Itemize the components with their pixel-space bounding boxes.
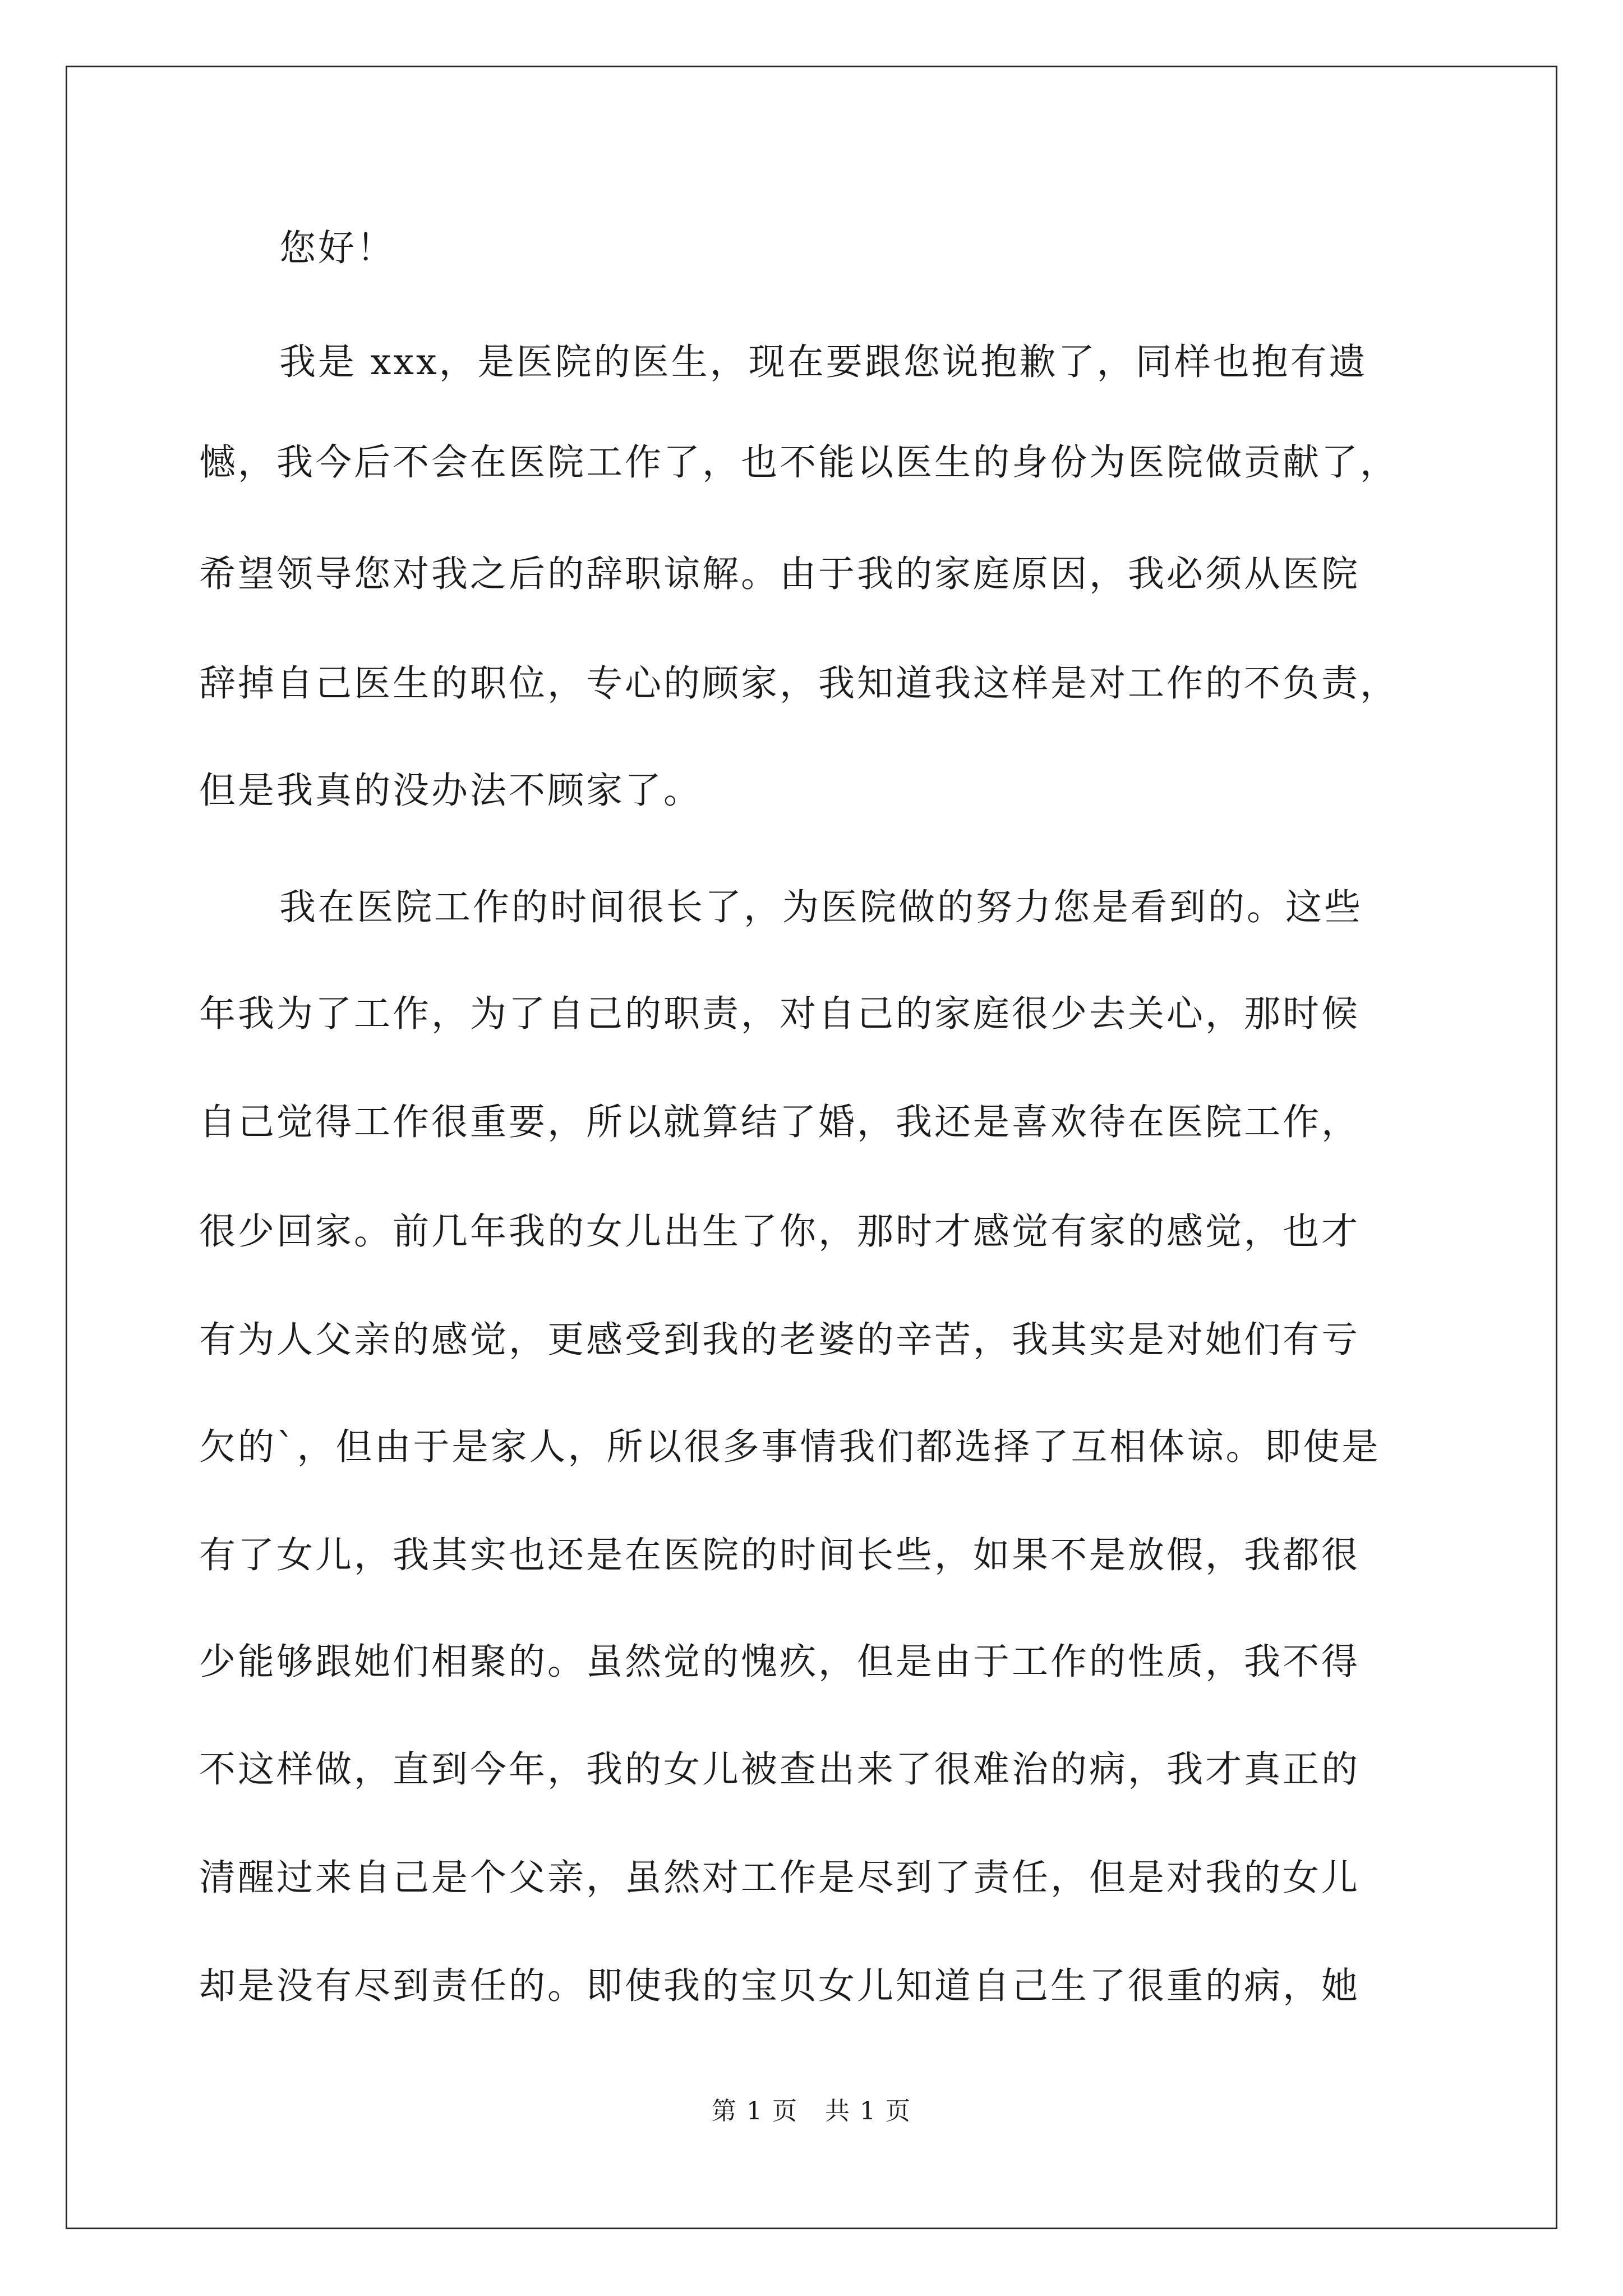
paragraph-2-line: 不这样做，直到今年，我的女儿被查出来了很难治的病，我才真正的 — [199, 1749, 1361, 1791]
paragraph-1-line: 希望领导您对我之后的辞职谅解。由于我的家庭原因，我必须从医院 — [199, 553, 1361, 595]
paragraph-2-line: 有为人父亲的感觉，更感受到我的老婆的辛苦，我其实是对她们有亏 — [199, 1319, 1361, 1361]
paragraph-2-line: 却是没有尽到责任的。即使我的宝贝女儿知道自己生了很重的病，她 — [199, 1965, 1361, 2007]
paragraph-2-line: 很少回家。前几年我的女儿出生了你，那时才感觉有家的感觉，也才 — [199, 1211, 1361, 1253]
paragraph-2-line: 年我为了工作，为了自己的职责，对自己的家庭很少去关心，那时候 — [199, 993, 1361, 1035]
paragraph-2-line: 我在医院工作的时间很长了，为医院做的努力您是看到的。这些 — [279, 886, 1363, 928]
paragraph-1-line: 我是 xxx，是医院的医生，现在要跟您说抱歉了，同样也抱有遗 — [279, 341, 1368, 383]
paragraph-2-line: 少能够跟她们相聚的。虽然觉的愧疚，但是由于工作的性质，我不得 — [199, 1641, 1361, 1683]
page-number-footer: 第 1 页 共 1 页 — [712, 2097, 911, 2125]
paragraph-1-line: 憾，我今后不会在医院工作了，也不能以医生的身份为医院做贡献了， — [199, 441, 1399, 484]
paragraph-2-line: 清醒过来自己是个父亲，虽然对工作是尽到了责任，但是对我的女儿 — [199, 1857, 1361, 1899]
salutation: 您好！ — [279, 227, 396, 269]
paragraph-2-line: 自己觉得工作很重要，所以就算结了婚，我还是喜欢待在医院工作， — [199, 1101, 1361, 1143]
paragraph-1-line: 辞掉自己医生的职位，专心的顾家，我知道我这样是对工作的不负责， — [199, 662, 1399, 705]
paragraph-2-line: 有了女儿，我其实也还是在医院的时间长些，如果不是放假，我都很 — [199, 1534, 1361, 1576]
page-border — [66, 66, 1557, 2229]
paragraph-2-line: 欠的`，但由于是家人，所以很多事情我们都选择了互相体谅。即使是 — [199, 1426, 1381, 1468]
paragraph-1-line: 但是我真的没办法不顾家了。 — [199, 770, 703, 812]
